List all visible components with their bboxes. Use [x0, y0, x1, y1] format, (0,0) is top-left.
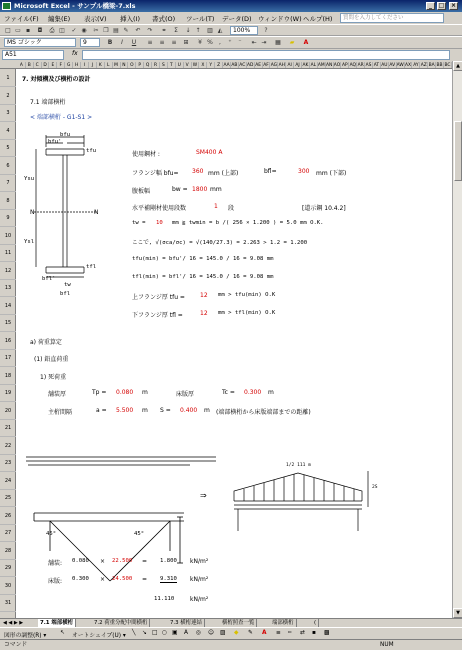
line-style-icon[interactable]: ≡	[276, 630, 281, 636]
paste-icon[interactable]: ▤	[113, 27, 119, 34]
dec-decimal-icon[interactable]: ⁻	[238, 39, 242, 46]
column-header[interactable]: M	[113, 62, 121, 69]
pave-label: 舗装厚	[48, 391, 67, 398]
row-header[interactable]: 8	[0, 192, 16, 210]
draw-menu[interactable]: 図形の調整(R) ▾	[4, 633, 47, 639]
bold-button[interactable]: B	[107, 39, 113, 46]
help-icon[interactable]: ?	[264, 27, 268, 34]
column-header[interactable]: AU	[381, 63, 388, 68]
fig-tfl: tfl	[86, 264, 97, 270]
align-center-icon[interactable]: ≡	[159, 39, 165, 46]
research-icon[interactable]: ◉	[81, 27, 87, 34]
tab-7-2[interactable]: 7.2 荷重分配中間横桁	[92, 619, 150, 627]
tab-summary[interactable]: 横桁照査一覧	[220, 619, 257, 627]
picture-icon[interactable]: ▨	[220, 630, 226, 636]
open-icon[interactable]: ▭	[15, 27, 21, 34]
flange-upper-unit: mm (上部)	[208, 170, 239, 177]
row-header[interactable]: 2	[0, 87, 16, 105]
drawing-toolbar	[0, 627, 462, 639]
column-header[interactable]: U	[176, 62, 184, 69]
print-icon[interactable]: ⎙	[49, 27, 55, 34]
underline-button[interactable]: U	[131, 39, 137, 46]
minimize-button[interactable]: _	[426, 2, 435, 10]
upper-flange-value: 12	[200, 292, 208, 299]
flange-lower-label: bfl=	[264, 168, 277, 175]
line-color-icon[interactable]: ✎	[248, 630, 253, 636]
column-header[interactable]: H	[73, 62, 81, 69]
row-header[interactable]: 22	[0, 437, 16, 455]
vertical-scrollbar[interactable]	[452, 61, 462, 618]
column-header[interactable]: O	[128, 62, 136, 69]
column-header[interactable]: AK	[302, 63, 309, 68]
status-bar	[0, 639, 462, 650]
clipart-icon[interactable]: ☺	[208, 630, 215, 636]
fill-color-icon[interactable]: ▰	[289, 39, 295, 46]
sort-asc-icon[interactable]: ↓	[185, 27, 191, 34]
rectangle-icon[interactable]: □	[152, 630, 158, 636]
flange-upper: 360	[192, 168, 204, 175]
material-value: SM400 A	[196, 149, 223, 156]
tab-7-1[interactable]: 7.1 端部横桁	[38, 619, 76, 627]
scroll-up-icon[interactable]: ▲	[453, 61, 462, 71]
worksheet[interactable]	[0, 61, 452, 618]
slab-unit: m	[268, 389, 274, 396]
formula-input[interactable]	[82, 50, 450, 60]
row-header[interactable]: 23	[0, 454, 16, 472]
select-objects-icon[interactable]: ↖	[60, 630, 65, 636]
stiff-unit: 段	[228, 205, 235, 212]
row-header[interactable]: 7	[0, 174, 16, 192]
row-header[interactable]: 13	[0, 279, 16, 297]
fig-half-span: 1/2 111 m	[286, 463, 311, 468]
font-color-icon[interactable]: A	[303, 39, 309, 46]
column-header[interactable]: AI	[286, 62, 294, 69]
oval-icon[interactable]: ○	[162, 630, 168, 636]
fig-bfl: bfl	[60, 291, 71, 297]
calc1-b: 22.500	[112, 558, 133, 564]
new-icon[interactable]: □	[5, 27, 11, 34]
fill-icon[interactable]: ◆	[234, 630, 239, 636]
column-header[interactable]: AB	[231, 63, 238, 68]
merge-center-icon[interactable]: ⊞	[183, 39, 189, 46]
standard-toolbar	[0, 24, 462, 36]
flange-lower-unit: mm (下部)	[316, 170, 347, 177]
slab-eq: Tc =	[222, 389, 235, 396]
calc-sum: 11.110	[154, 596, 175, 602]
tab-more[interactable]: (	[312, 619, 319, 627]
fig-bfl-prime: bfl'	[42, 276, 56, 282]
row-header[interactable]: 17	[0, 349, 16, 367]
window-title: Microsoft Excel - サンプル橋梁-7.xls	[14, 2, 136, 10]
stiff-label: 水平補剛材使用段数	[132, 205, 187, 212]
column-header[interactable]: Q	[144, 62, 152, 69]
sub-title: 7.1 端部横桁	[30, 99, 66, 106]
calc1-result: 1.800	[160, 558, 177, 564]
column-header[interactable]: AO	[333, 63, 341, 68]
fig-bfu: bfu	[60, 132, 71, 138]
column-header[interactable]: AH	[278, 63, 285, 68]
load-1-1-heading: 1) 死荷重	[40, 374, 67, 381]
web-value: 1800	[192, 186, 208, 193]
upper-flange-label: 上フランジ厚 tfu =	[132, 294, 185, 301]
column-header[interactable]: AP	[342, 63, 348, 68]
diagram-icon[interactable]: ◎	[196, 630, 202, 636]
column-header[interactable]: I	[81, 62, 89, 69]
web-unit: mm	[210, 186, 222, 193]
3d-icon[interactable]: ▩	[324, 630, 330, 636]
column-header[interactable]: L	[105, 62, 113, 69]
row-header[interactable]: 11	[0, 244, 16, 262]
status-mode: コマンド	[4, 642, 28, 648]
section-title: 7. 対傾構及び横桁の設計	[22, 76, 91, 83]
maximize-button[interactable]: □	[438, 2, 445, 9]
lower-flange-check: mm > tfl(min) O.K	[218, 310, 276, 316]
column-header[interactable]: BC	[444, 63, 451, 68]
menu-view[interactable]: 表示(V)	[84, 15, 107, 23]
redo-icon[interactable]: ↷	[147, 27, 153, 34]
column-header[interactable]: R	[152, 62, 160, 69]
calc2-result: 9.310	[160, 576, 177, 582]
tw-label: tw =	[132, 220, 146, 226]
currency-icon[interactable]: ¥	[198, 39, 202, 46]
fig-n-left: N	[30, 209, 35, 216]
calc2-b: 24.500	[112, 576, 133, 582]
ref-note: [道示鋼 10.4.2]	[302, 205, 346, 212]
line-icon[interactable]: ╲	[132, 630, 136, 636]
tab-nav-arrows[interactable]: ◀ ◀ ▶ ▶	[3, 620, 24, 626]
row-header[interactable]: 28	[0, 542, 16, 560]
formula-bar	[0, 49, 462, 61]
row-header[interactable]: 3	[0, 104, 16, 122]
calc2-label: 床版:	[48, 578, 63, 585]
row-header[interactable]: 15	[0, 314, 16, 332]
calc1-label: 舗装:	[48, 560, 63, 567]
row-header[interactable]: 30	[0, 577, 16, 595]
draw-font-color-icon[interactable]: A	[262, 630, 267, 636]
fig-angle-right: 45°	[134, 531, 145, 537]
slab-label: 床版厚	[176, 391, 195, 398]
close-button[interactable]: ×	[450, 2, 457, 9]
tab-7-3[interactable]: 7.3 横桁連結	[168, 619, 205, 627]
font-size-select[interactable]: 9	[80, 38, 100, 47]
tw-check-line: mm ≧ twmin = b /( 256 × 1.200 ) = 5.0 mm O.K.	[172, 220, 324, 226]
comma-icon[interactable]: ,	[219, 39, 221, 46]
fig-ysu: Ysu	[24, 176, 35, 182]
italic-button[interactable]: I	[121, 39, 123, 46]
menu-insert[interactable]: 挿入(I)	[120, 15, 140, 23]
help-search-input[interactable]: 質問を入力してください	[340, 13, 444, 23]
calc1-unit: kN/m²	[190, 558, 209, 565]
fig-2s: 2S	[372, 485, 378, 490]
girder-eq: a =	[96, 407, 107, 414]
calc1-eq: =	[142, 558, 148, 565]
lower-flange-value: 12	[200, 310, 208, 317]
column-header[interactable]: AE	[255, 63, 261, 68]
column-header[interactable]: W	[192, 62, 200, 69]
column-header[interactable]: B	[26, 62, 34, 69]
row-header[interactable]: 31	[0, 594, 16, 612]
menu-format[interactable]: 書式(O)	[152, 15, 176, 23]
lower-flange-label: 下フランジ厚 tfl =	[132, 312, 183, 319]
column-header[interactable]: P	[136, 62, 144, 69]
stiff-value: 1	[214, 203, 218, 210]
arrow-icon[interactable]: ↘	[142, 630, 147, 636]
row-header[interactable]: 21	[0, 419, 16, 437]
fig-arrow: ⇒	[200, 491, 207, 500]
fig-tw: tw	[64, 282, 71, 288]
formatting-toolbar	[0, 36, 462, 49]
fig-angle-left: 45°	[46, 531, 57, 537]
row-header[interactable]: 9	[0, 209, 16, 227]
menu-tools[interactable]: ツール(T)	[186, 15, 215, 23]
column-header[interactable]: G	[65, 62, 73, 69]
row-headers	[0, 69, 16, 618]
girder-value: 5.500	[116, 407, 134, 414]
column-header[interactable]: AT	[373, 63, 380, 68]
s-note: (端部横桁から床版端部までの距離)	[216, 409, 311, 416]
pave-value: 0.080	[116, 389, 134, 396]
column-header[interactable]: Y	[207, 62, 215, 69]
column-header[interactable]: AZ	[420, 63, 427, 68]
column-header[interactable]: K	[97, 62, 105, 69]
column-header[interactable]: D	[42, 62, 50, 69]
spell-icon[interactable]: ✓	[71, 27, 77, 34]
sort-desc-icon[interactable]: ↑	[195, 27, 201, 34]
row-header[interactable]: 16	[0, 332, 16, 350]
inc-decimal-icon[interactable]: ⁺	[228, 39, 232, 46]
zoom-select[interactable]: 100%	[230, 26, 258, 35]
row-header[interactable]: 27	[0, 524, 16, 542]
column-header[interactable]: BB	[436, 63, 443, 68]
column-header[interactable]: AY	[413, 63, 419, 68]
row-header[interactable]: 10	[0, 227, 16, 245]
column-header[interactable]: AQ	[349, 63, 356, 68]
outdent-icon[interactable]: ⇤	[251, 39, 257, 46]
scroll-down-icon[interactable]: ▼	[453, 608, 462, 618]
drawing-icon[interactable]: ◭	[217, 27, 223, 34]
tab-end-girder[interactable]: 端部横桁	[270, 619, 297, 627]
shadow-icon[interactable]: ▪	[312, 630, 316, 636]
textbox-icon[interactable]: ▣	[172, 630, 178, 636]
calc2-eq: =	[142, 576, 148, 583]
girder-label: 主桁間隔	[48, 409, 73, 416]
table-title: < 端部横桁 - G1-S1 >	[30, 114, 93, 121]
undo-icon[interactable]: ↶	[135, 27, 141, 34]
save-icon[interactable]: ▪	[25, 27, 31, 34]
row-header[interactable]: 1	[0, 69, 16, 87]
wordart-icon[interactable]: A	[184, 630, 188, 636]
load-1-heading: (1) 鉛直荷重	[34, 356, 69, 363]
slab-load-diagram	[20, 451, 220, 591]
title-bar	[0, 0, 462, 12]
preview-icon[interactable]: ◫	[59, 27, 65, 34]
autosum-icon[interactable]: Σ	[174, 27, 178, 34]
column-header[interactable]: J	[89, 62, 97, 69]
indent-icon[interactable]: ⇥	[261, 39, 267, 46]
row-header[interactable]: 19	[0, 384, 16, 402]
percent-icon[interactable]: %	[207, 39, 213, 46]
s-eq: S =	[160, 407, 171, 414]
column-header[interactable]: AW	[396, 63, 404, 68]
calc2-unit: kN/m²	[190, 576, 209, 583]
borders-icon[interactable]: ▦	[275, 39, 281, 46]
column-header[interactable]: AN	[325, 63, 333, 68]
tfl-min-line: tfl(min) = bfl'/ 16 = 145.0 / 16 = 9.08 mm	[132, 274, 274, 280]
column-header[interactable]: V	[184, 62, 192, 69]
row-header[interactable]: 6	[0, 157, 16, 175]
font-name-select[interactable]: MS ゴシック	[4, 38, 76, 47]
column-header[interactable]: A	[18, 62, 26, 69]
web-label: 腹板幅	[132, 188, 151, 195]
column-header[interactable]: Z	[215, 62, 223, 69]
align-left-icon[interactable]: ≡	[147, 39, 153, 46]
arrow-style-icon[interactable]: ⇄	[300, 630, 305, 636]
web-eq: bw =	[172, 186, 188, 193]
column-header[interactable]: X	[199, 62, 207, 69]
tw-value: 10	[156, 220, 163, 226]
align-right-icon[interactable]: ≡	[171, 39, 177, 46]
fig-bfu-prime: bfu'	[48, 139, 62, 145]
column-header[interactable]: AM	[317, 63, 325, 68]
scroll-thumb[interactable]	[454, 121, 462, 181]
flange-label: フランジ幅 bfu=	[132, 170, 179, 177]
fx-icon[interactable]: fx	[72, 50, 78, 57]
permission-icon[interactable]: ◘	[37, 27, 43, 34]
column-header[interactable]: AC	[239, 63, 246, 68]
calc1-x: ×	[100, 558, 106, 565]
load-a-heading: a) 荷重算定	[30, 339, 62, 346]
menu-window[interactable]: ウィンドウ(W)	[258, 15, 302, 23]
column-header[interactable]: N	[121, 62, 129, 69]
column-header[interactable]: AD	[247, 63, 254, 68]
column-header[interactable]: AA	[223, 63, 230, 68]
name-box[interactable]: A51	[2, 50, 64, 60]
copy-icon[interactable]: ❐	[103, 27, 109, 34]
slab-value: 0.300	[244, 389, 262, 396]
row-header[interactable]: 26	[0, 507, 16, 525]
cut-icon[interactable]: ✂	[93, 27, 99, 34]
dash-style-icon[interactable]: ┅	[288, 630, 292, 636]
column-headers	[0, 61, 452, 69]
format-painter-icon[interactable]: ✎	[123, 27, 129, 34]
tfu-min-line: tfu(min) = bfu'/ 16 = 145.0 / 16 = 9.08 mm	[132, 256, 274, 262]
row-header[interactable]: 12	[0, 262, 16, 280]
column-header[interactable]: C	[34, 62, 42, 69]
autoshape-menu[interactable]: オートシェイプ(U) ▾	[72, 633, 126, 639]
row-header[interactable]: 29	[0, 559, 16, 577]
fig-tfu: tfu	[86, 148, 97, 154]
calc1-a: 0.080	[72, 558, 89, 564]
calc2-a: 0.300	[72, 576, 89, 582]
column-header[interactable]: S	[160, 62, 168, 69]
fig-n-right: N	[94, 209, 99, 216]
menu-help[interactable]: ヘルプ(H)	[303, 15, 333, 23]
row-header[interactable]: 20	[0, 402, 16, 420]
calc-sum-unit: kN/m²	[190, 596, 209, 603]
calc2-x: ×	[100, 576, 106, 583]
row-header[interactable]: 14	[0, 297, 16, 315]
upper-flange-check: mm > tfu(min) O.K	[218, 292, 276, 298]
column-header[interactable]: AR	[357, 63, 364, 68]
menu-file[interactable]: ファイル(F)	[4, 15, 39, 23]
fig-ysl: Ysl	[24, 239, 35, 245]
column-header[interactable]: AF	[263, 63, 269, 68]
column-header[interactable]: AJ	[294, 62, 302, 69]
column-header[interactable]: F	[57, 62, 65, 69]
koko-line: ここで, √(σca/σc) = √(140/27.3) = 2.263 > 1.2 = 1.200	[132, 240, 308, 246]
hyperlink-icon[interactable]: ⚭	[161, 27, 167, 34]
excel-app-icon[interactable]	[2, 2, 11, 10]
s-value: 0.400	[180, 407, 198, 414]
row-header[interactable]: 5	[0, 139, 16, 157]
column-header[interactable]: AG	[270, 63, 278, 68]
ibeam-section-figure	[24, 131, 116, 281]
pave-eq: Tp =	[92, 389, 107, 396]
s-unit: m	[204, 407, 210, 414]
menu-bar	[0, 12, 462, 24]
sheet-tab-bar	[0, 618, 462, 627]
column-header[interactable]: AV	[389, 63, 396, 68]
column-header[interactable]: AL	[310, 63, 317, 68]
chart-icon[interactable]: ▥	[207, 27, 213, 34]
status-num: NUM	[380, 642, 394, 648]
pave-unit: m	[142, 389, 148, 396]
row-header[interactable]: 18	[0, 367, 16, 385]
row-header[interactable]: 4	[0, 122, 16, 140]
row-header[interactable]: 24	[0, 472, 16, 490]
column-header[interactable]: AS	[365, 63, 372, 68]
material-label: 使用鋼材 :	[132, 151, 160, 158]
column-header[interactable]: AX	[405, 63, 412, 68]
menu-edit[interactable]: 編集(E)	[48, 15, 71, 23]
flange-lower: 300	[298, 168, 310, 175]
menu-data[interactable]: データ(D)	[222, 15, 252, 23]
column-header[interactable]: BA	[428, 63, 435, 68]
girder-unit: m	[142, 407, 148, 414]
load-distribution-diagram	[226, 461, 376, 541]
column-header[interactable]: E	[49, 62, 57, 69]
row-header[interactable]: 25	[0, 489, 16, 507]
column-header[interactable]: T	[168, 62, 176, 69]
